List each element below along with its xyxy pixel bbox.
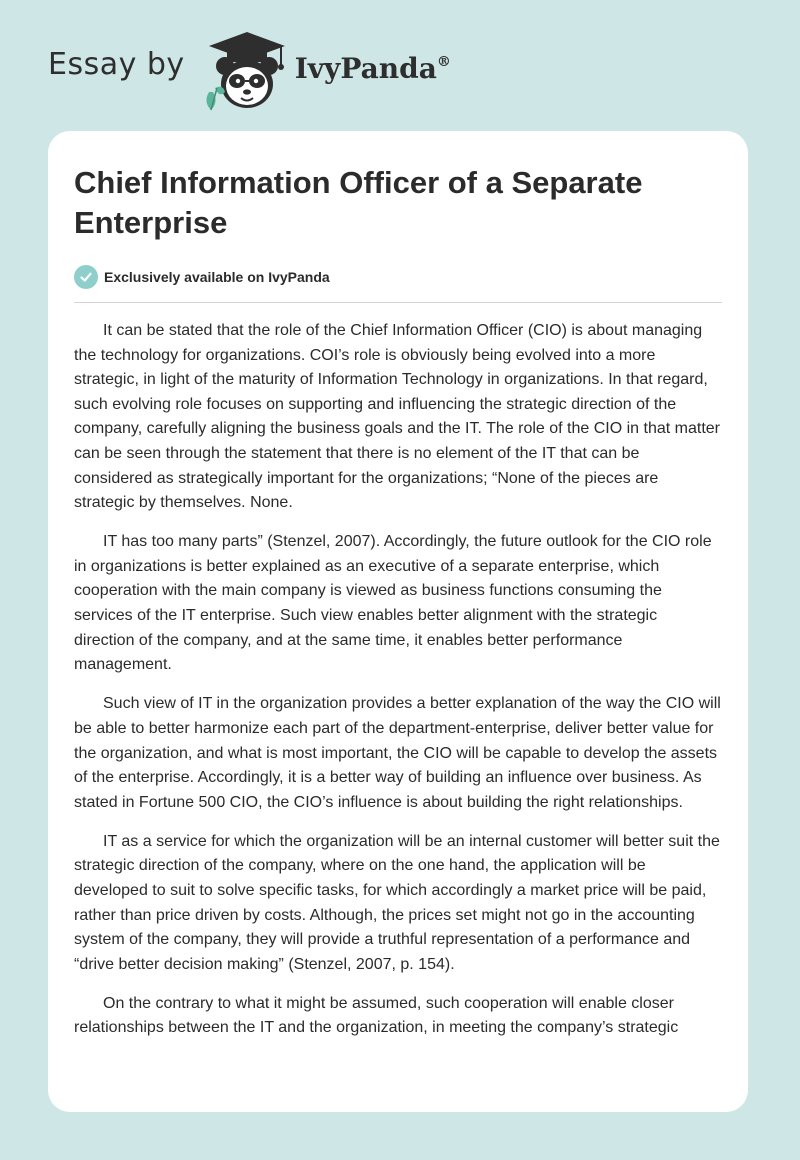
paragraph: IT has too many parts” (Stenzel, 2007). Accordingly, the future outlook for the CIO role in organizations is better explained as an executive of a separate enterprise, which cooperation with the main company is viewed as business functions consuming the services of the IT enterprise. Such view enables better alignment with the strategic direction of the company, and at the same time, it enables better performance management. <box>74 533 712 674</box>
exclusive-label: Exclusively available on IvyPanda <box>104 269 330 285</box>
divider <box>74 302 722 303</box>
exclusive-badge <box>74 264 330 290</box>
paragraph: On the contrary to what it might be assumed, such cooperation will enable closer relationships between the IT and the organization, in meeting the company’s strategic <box>74 994 679 1037</box>
panda-logo-icon[interactable] <box>201 26 293 116</box>
paragraph: Such view of IT in the organization provides a better explanation of the way the CIO will be able to better harmonize each part of the department-enterprise, deliver better value for the organization, and what is most important, the CIO will be capable to develop the assets of the enterprise. Accordingly, it is a better way of building an influence over business. As stated in Fortune 500 CIO, the CIO’s influence is about building the right relationships. <box>74 695 721 811</box>
paragraph: It can be stated that the role of the Chief Information Officer (CIO) is about managing the technology for organizations. COI’s role is obviously being evolved into a more strategic, in light of the maturity of Information Technology in organizations. In that regard, such evolving role focuses on supporting and influencing the strategic direction of the company, carefully aligning the business goals and the IT. The role of the CIO in that matter can be seen through the statement that there is no element of the IT that can be considered as strategically important for the organizations; “None of the pieces are strategic by themselves. None. <box>74 322 720 512</box>
site-header <box>48 26 568 116</box>
paragraph: IT as a service for which the organization will be an internal customer will better suit the strategic direction of the company, where on the one hand, the application will be developed to suit to solve specific tasks, for which accordingly a market price will be paid, rather than price driven by costs. Although, the prices set might not go in the accounting system of the company, they will provide a truthful representation of a performance and “drive better decision making” (Stenzel, 2007, p. 154). <box>74 832 720 973</box>
brand-name[interactable]: IvyPanda® <box>294 51 451 85</box>
check-icon <box>74 265 98 289</box>
essay-by-label: Essay by <box>48 46 185 82</box>
essay-body <box>74 319 722 1056</box>
registered-mark: ® <box>436 53 451 70</box>
essay-card <box>48 131 748 1112</box>
page-title: Chief Information Officer of a Separate Enterprise <box>74 165 643 240</box>
